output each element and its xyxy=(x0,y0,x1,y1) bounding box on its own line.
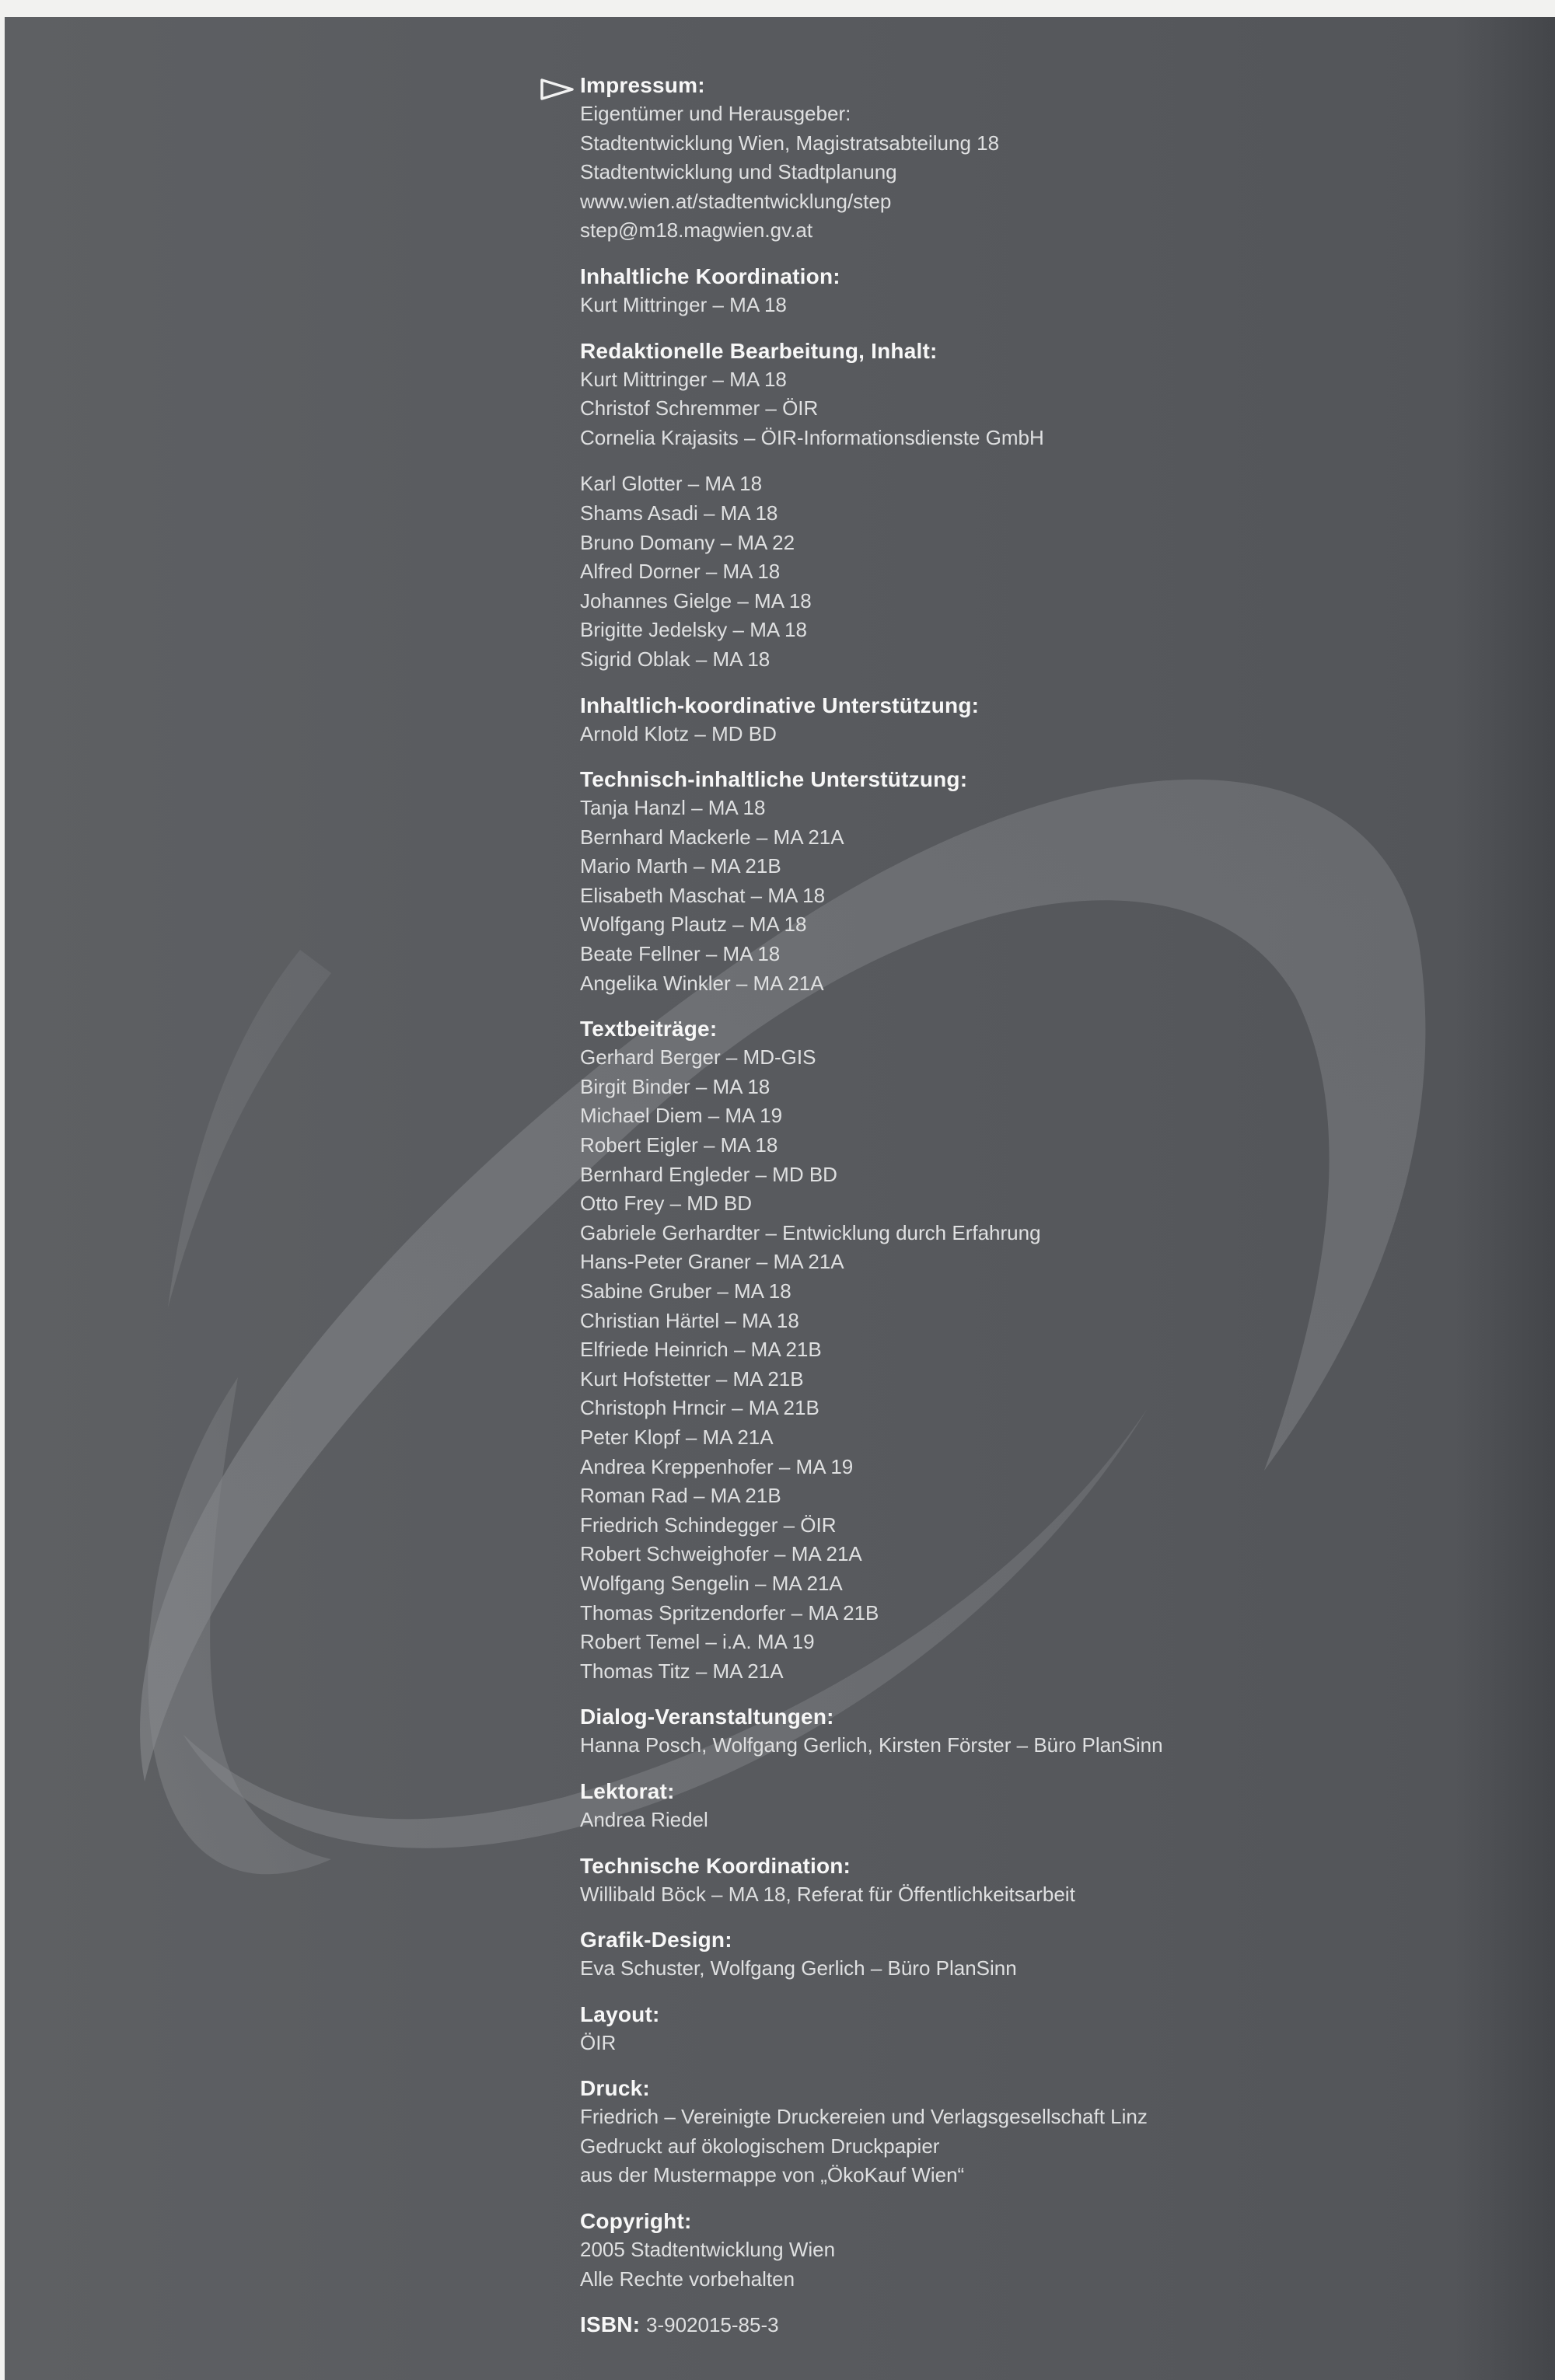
imprint-line: Andrea Kreppenhofer – MA 19 xyxy=(580,1454,854,1478)
imprint-line: Wolfgang Plautz – MA 18 xyxy=(580,913,807,937)
imprint-line: Shams Asadi – MA 18 xyxy=(580,501,778,525)
imprint-line: step@m18.magwien.gv.at xyxy=(580,218,813,243)
imprint-line: Beate Fellner – MA 18 xyxy=(580,942,781,966)
imprint-line: Willibald Böck – MA 18, Referat für Öffentlichkeitsarbeit xyxy=(580,1882,1075,1906)
imprint-line: Stadtentwicklung und Stadtplanung xyxy=(580,160,897,184)
imprint-line: www.wien.at/stadtentwicklung/step xyxy=(580,189,892,213)
imprint-line: Otto Frey – MD BD xyxy=(580,1192,753,1216)
imprint-line: Cornelia Krajasits – ÖIR-Informationsdienste GmbH xyxy=(580,425,1044,449)
imprint-line: Andrea Riedel xyxy=(580,1807,708,1831)
isbn-label: ISBN: xyxy=(580,2312,641,2337)
imprint-line: Michael Diem – MA 19 xyxy=(580,1104,783,1128)
imprint-line: Alfred Dorner – MA 18 xyxy=(580,560,781,584)
imprint-line: Gabriele Gerhardter – Entwicklung durch Erfahrung xyxy=(580,1220,1041,1244)
line-spacer xyxy=(580,452,1513,469)
imprint-section xyxy=(580,337,1513,675)
section-heading: Impressum: xyxy=(580,73,705,97)
imprint-line: Sabine Gruber – MA 18 xyxy=(580,1279,791,1303)
imprint-section xyxy=(580,2001,1513,2058)
imprint-line: Arnold Klotz – MD BD xyxy=(580,721,777,745)
imprint-line: Stadtentwicklung Wien, Magistratsabteilung 18 xyxy=(580,131,1000,155)
section-heading: Lektorat: xyxy=(580,1778,675,1803)
imprint-section xyxy=(580,2075,1513,2190)
triangle-arrow-icon xyxy=(540,78,575,101)
imprint-line: ÖIR xyxy=(580,2030,617,2054)
section-heading: Druck: xyxy=(580,2076,650,2101)
imprint-line: Thomas Titz – MA 21A xyxy=(580,1659,784,1683)
imprint-content xyxy=(580,72,1513,2357)
imprint-line: Friedrich Schindegger – ÖIR xyxy=(580,1513,837,1537)
imprint-line: Wolfgang Sengelin – MA 21A xyxy=(580,1571,843,1595)
imprint-line: Gedruckt auf ökologischem Druckpapier xyxy=(580,2134,940,2158)
imprint-line: Elfriede Heinrich – MA 21B xyxy=(580,1338,822,1362)
section-heading: Technisch-inhaltliche Unterstützung: xyxy=(580,767,968,792)
imprint-line: Karl Glotter – MA 18 xyxy=(580,472,763,496)
imprint-line: Johannes Gielge – MA 18 xyxy=(580,588,812,612)
section-heading: Inhaltlich-koordinative Unterstützung: xyxy=(580,693,980,717)
imprint-section xyxy=(580,766,1513,998)
section-heading: Copyright: xyxy=(580,2209,692,2234)
section-heading: Redaktionelle Bearbeitung, Inhalt: xyxy=(580,338,938,363)
imprint-section xyxy=(580,263,1513,320)
imprint-line: Robert Temel – i.A. MA 19 xyxy=(580,1630,815,1654)
section-heading: Dialog-Veranstaltungen: xyxy=(580,1705,834,1729)
imprint-line: Elisabeth Maschat – MA 18 xyxy=(580,883,826,907)
section-heading: Grafik-Design: xyxy=(580,1928,732,1953)
imprint-section xyxy=(580,1926,1513,1984)
imprint-line: Birgit Binder – MA 18 xyxy=(580,1074,771,1098)
imprint-line: Eva Schuster, Wolfgang Gerlich – Büro PlanSinn xyxy=(580,1956,1017,1980)
imprint-line: Christof Schremmer – ÖIR xyxy=(580,396,819,421)
imprint-section xyxy=(580,2207,1513,2294)
imprint-section xyxy=(580,1852,1513,1910)
imprint-line: Christoph Hrncir – MA 21B xyxy=(580,1396,819,1420)
imprint-line: 2005 Stadtentwicklung Wien xyxy=(580,2238,836,2262)
back-cover-page xyxy=(5,17,1555,2380)
imprint-line: Eigentümer und Herausgeber: xyxy=(580,102,851,125)
section-heading: Textbeiträge: xyxy=(580,1017,718,1042)
imprint-line: Brigitte Jedelsky – MA 18 xyxy=(580,618,807,642)
imprint-line: Gerhard Berger – MD-GIS xyxy=(580,1045,816,1070)
imprint-line: Christian Härtel – MA 18 xyxy=(580,1308,799,1332)
imprint-section xyxy=(580,692,1513,749)
imprint-line: Kurt Hofstetter – MA 21B xyxy=(580,1366,804,1391)
imprint-line: Friedrich – Vereinigte Druckereien und Verlagsgesellschaft Linz xyxy=(580,2105,1148,2129)
imprint-line: Sigrid Oblak – MA 18 xyxy=(580,647,771,671)
imprint-line: Tanja Hanzl – MA 18 xyxy=(580,796,766,820)
imprint-line: Robert Eigler – MA 18 xyxy=(580,1133,778,1157)
imprint-line: Peter Klopf – MA 21A xyxy=(580,1425,774,1449)
imprint-line: Mario Marth – MA 21B xyxy=(580,854,781,878)
imprint-line: Angelika Winkler – MA 21A xyxy=(580,971,824,995)
isbn-value: 3-902015-85-3 xyxy=(646,2313,779,2337)
imprint-line: Kurt Mittringer – MA 18 xyxy=(580,292,787,316)
imprint-line: Thomas Spritzendorfer – MA 21B xyxy=(580,1600,879,1624)
section-heading: Layout: xyxy=(580,2001,660,2026)
imprint-line: Hanna Posch, Wolfgang Gerlich, Kirsten Förster – Büro PlanSinn xyxy=(580,1733,1163,1757)
imprint-line: Bernhard Mackerle – MA 21A xyxy=(580,825,844,849)
imprint-section xyxy=(580,1015,1513,1686)
imprint-line: Hans-Peter Graner – MA 21A xyxy=(580,1250,844,1274)
imprint-line: Bernhard Engleder – MD BD xyxy=(580,1162,837,1186)
imprint-line: aus der Mustermappe von „ÖkoKauf Wien“ xyxy=(580,2163,965,2187)
imprint-line: Robert Schweighofer – MA 21A xyxy=(580,1542,862,1566)
imprint-line: Roman Rad – MA 21B xyxy=(580,1484,781,1508)
imprint-line: Kurt Mittringer – MA 18 xyxy=(580,367,787,391)
imprint-line: Bruno Domany – MA 22 xyxy=(580,530,795,554)
imprint-section xyxy=(580,72,1513,246)
imprint-section xyxy=(580,1778,1513,1835)
section-heading: Technische Koordination: xyxy=(580,1853,851,1878)
imprint-section xyxy=(580,1703,1513,1761)
imprint-line: Alle Rechte vorbehalten xyxy=(580,2267,795,2291)
section-heading: Inhaltliche Koordination: xyxy=(580,263,840,288)
isbn-row xyxy=(580,2311,1513,2340)
